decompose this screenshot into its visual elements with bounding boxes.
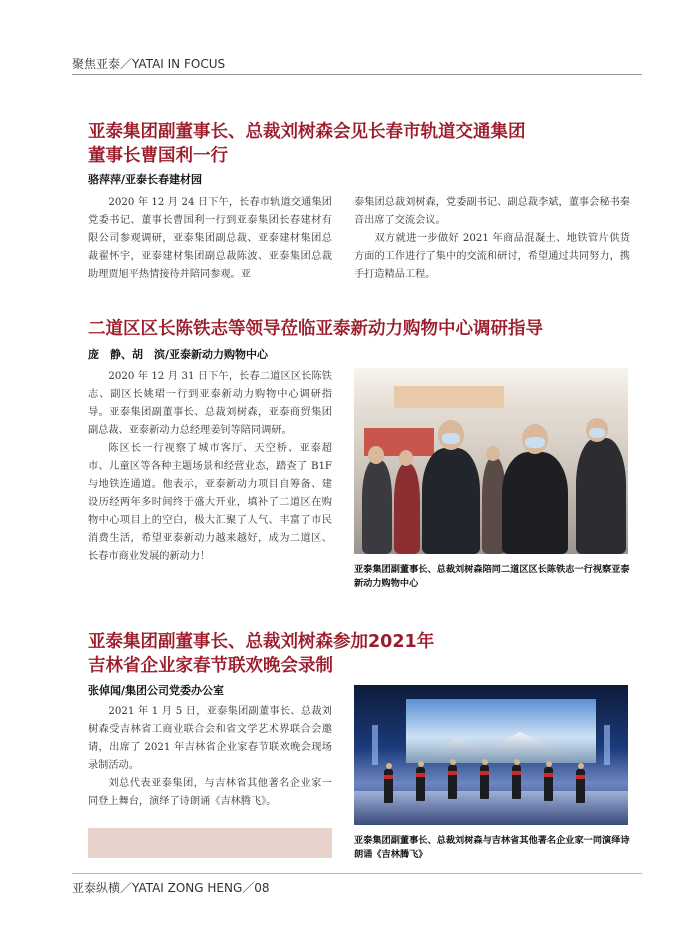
article1-title-line2: 董事长曹国利一行 [88,146,228,166]
article1-col1-paragraph: 2020 年 12 月 24 日下午，长春市轨道交通集团党委书记、董事长曹国利一行到亚泰集团长春建材有限公司参观调研，亚泰集团副总裁、亚泰建材集团总裁翟怀宇，亚泰建材集团副总裁陈波、亚泰集团总裁助理贾旭平热情接待并陪同参观。亚 [88,197,332,280]
article3-paragraph1: 2021 年 1 月 5 日，亚泰集团副董事长、总裁刘树森受吉林省工商业联合会和省文学艺术界联合会邀请，出席了 2021 年吉林省企业家春节联欢晚会现场录制活动。 [88,706,332,771]
article3-title-line2: 吉林省企业家春节联欢晚会录制 [88,656,333,676]
article3-title [88,630,434,678]
article1-title-line1: 亚泰集团副董事长、总裁刘树森会见长春市轨道交通集团 [88,122,526,142]
article3-paragraph2: 刘总代表亚泰集团，与吉林省其他著名企业家一同登上舞台，演绎了诗朗诵《吉林腾飞》。 [88,778,332,807]
page-header: 聚焦亚泰／YATAI IN FOCUS [72,57,226,71]
stage-photo-caption: 亚泰集团副董事长、总裁刘树森与吉林省其他著名企业家一同演绎诗朗诵《吉林腾飞》 [354,835,630,860]
article2-paragraph1: 2020 年 12 月 31 日下午，长春二道区区长陈铁志、副区长姚珺一行到亚泰新动力购物中心调研指导。亚泰集团副董事长、总裁刘树森，亚泰商贸集团副总裁、亚泰新动力总经理姜钊等陪同调研。 [88,371,332,436]
article2-byline: 庞 静、胡 滨/亚泰新动力购物中心 [88,348,269,361]
article1-column1 [88,194,332,284]
article2-paragraph2: 陈区长一行视察了城市客厅、天空桥、亚泰超市、儿童区等各种主题场景和经营业态，踏查了 B1F 与地铁连通道。他表示，亚泰新动力项目自筹备、建设历经两年多时间终于盛大开业，填补了二道区在购物中心项目上的空白，极大汇聚了人气、丰富了市民消费生活，希望亚泰新动力越来越好，成为二道区、长春市商业发展的新动力！ [88,443,332,562]
article1-title [88,120,526,168]
article2-title: 二道区区长陈铁志等领导莅临亚泰新动力购物中心调研指导 [88,319,543,339]
article1-byline: 骆萍萍/亚泰长春建材园 [88,173,203,186]
article1-col2-paragraph2: 双方就进一步做好 2021 年商品混凝土、地铁管片供货方面的工作进行了集中的交流和研讨，希望通过共同努力，携手打造精品工程。 [354,233,630,280]
article1-column2 [354,194,630,284]
article3-byline: 张倬闻/集团公司党委办公室 [88,684,225,697]
header-divider [72,74,642,75]
mall-photo-caption: 亚泰集团副董事长、总裁刘树森陪同二道区区长陈铁志一行视察亚泰新动力购物中心 [354,564,630,589]
article2-body [88,368,332,566]
page-footer: 亚泰纵横／YATAI ZONG HENG／08 [72,881,270,895]
article3-title-line1: 亚泰集团副董事长、总裁刘树森参加2021年 [88,632,435,652]
stage-performance-photo [354,685,628,825]
mall-visit-photo [354,368,628,554]
decorative-block [88,828,332,858]
article1-col2-paragraph1: 泰集团总裁刘树森，党委副书记、副总裁李斌，董事会秘书秦音出席了交流会议。 [354,197,630,226]
footer-divider [72,873,642,874]
article3-body [88,703,332,811]
